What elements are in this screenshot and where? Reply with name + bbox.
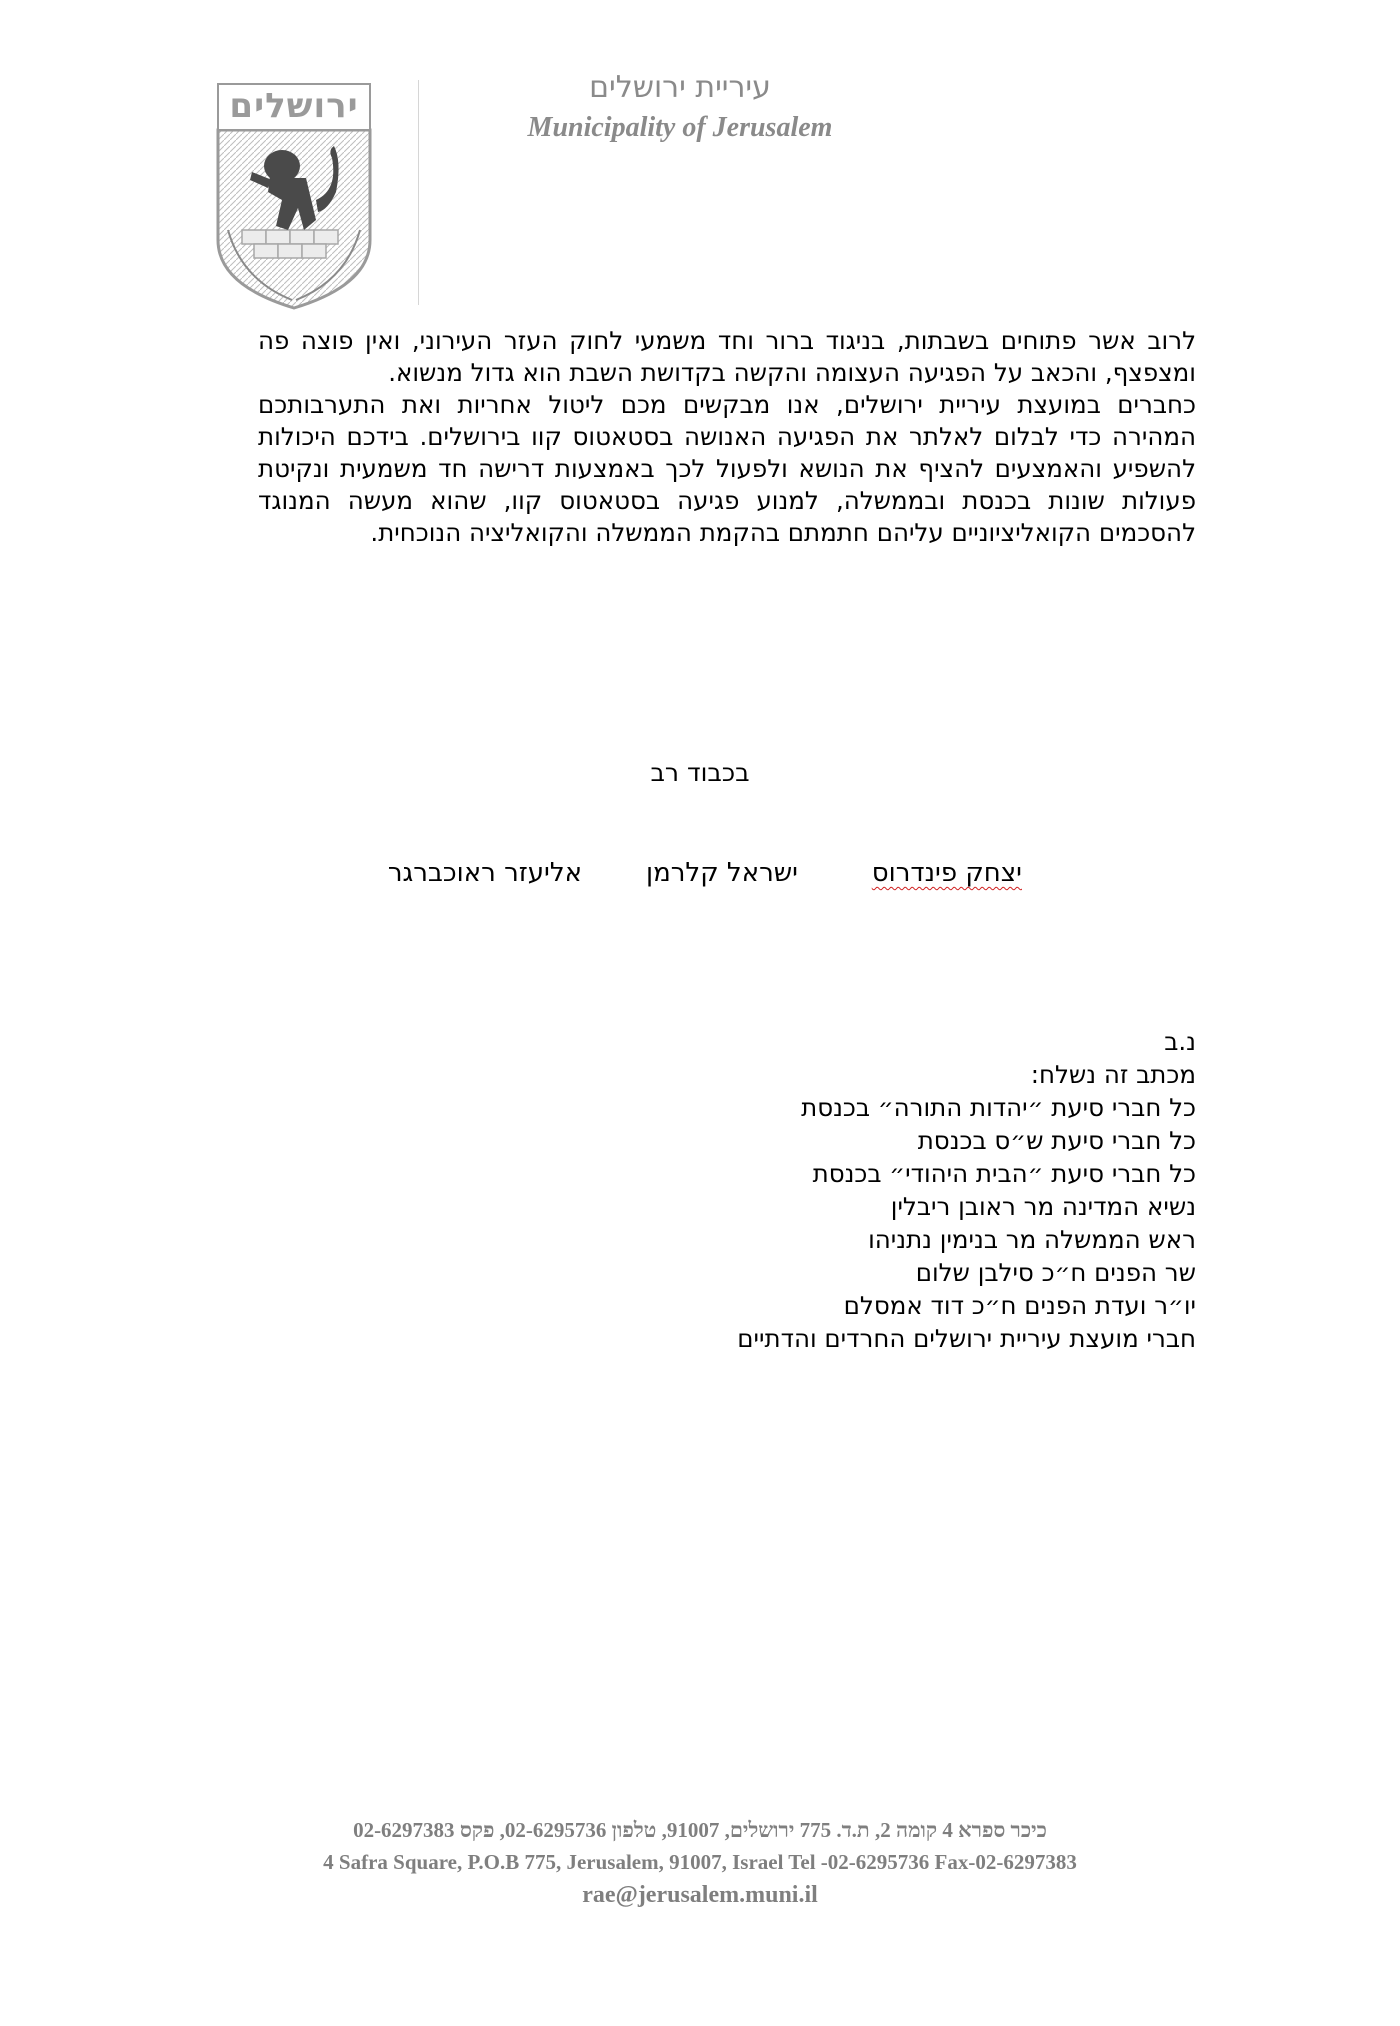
recipient-item: נשיא המדינה מר ראובן ריבלין <box>890 1192 1196 1221</box>
signature-2 <box>646 858 798 888</box>
signature-1 <box>872 858 1022 888</box>
emblem-label: ירושלים <box>229 86 359 126</box>
recipient-item: חברי מועצת עיריית ירושלים החרדים והדתיים <box>737 1324 1196 1353</box>
header-divider <box>418 80 419 305</box>
ps-label: נ.ב <box>1164 1027 1196 1056</box>
jerusalem-emblem <box>212 80 376 312</box>
body-paragraph-1: לרוב אשר פתוחים בשבתות, בניגוד ברור וחד משמעי לחוק העזר העירוני, ואין פוצה פה ומצפצף, והכאב על הפגיעה העצומה והקשה בקדושת השבת הוא גדול מנשוא. <box>258 326 1196 387</box>
recipient-item: כל חברי סיעת ״יהדות התורה״ בכנסת <box>801 1093 1196 1122</box>
signature-3 <box>388 858 582 888</box>
footer-email: rae@jerusalem.muni.il <box>582 1882 818 1908</box>
footer-address-hebrew: כיכר ספרא 4 קומה 2, ת.ד. 775 ירושלים, 91007, טלפון 02-6295736, פקס 02-6297383 <box>353 1818 1047 1842</box>
distribution-list <box>496 1025 1196 1355</box>
recipient-item: יו״ר ועדת הפנים ח״כ דוד אמסלם <box>843 1291 1196 1320</box>
letter-body <box>258 325 1196 549</box>
recipient-item: כל חברי סיעת ש״ס בכנסת <box>917 1126 1196 1155</box>
signature-name-1: יצחק פינדרוס <box>871 858 1022 888</box>
municipality-name-english: Municipality of Jerusalem <box>527 112 833 143</box>
recipient-item: ראש הממשלה מר בנימין נתניהו <box>868 1225 1196 1254</box>
closing-salutation: בכבוד רב <box>650 758 750 787</box>
recipient-item: כל חברי סיעת ״הבית היהודי״ בכנסת <box>812 1159 1196 1188</box>
letter-footer <box>200 1814 1200 1912</box>
signature-name-2: ישראל קלרמן <box>646 858 798 888</box>
municipality-name-hebrew: עיריית ירושלים <box>589 70 771 105</box>
footer-address-english: 4 Safra Square, P.O.B 775, Jerusalem, 91007, Israel Tel -02-6295736 Fax-02-6297383 <box>323 1850 1077 1874</box>
signature-name-3: אליעזר ראוכברגר <box>387 858 582 888</box>
body-paragraph-2: כחברים במועצת עיריית ירושלים, אנו מבקשים מכם ליטול אחריות ואת התערבותכם המהירה כדי לבלום לאלתר את הפגיעה האנושה בסטאטוס קוו בירושלים. בידכם היכולות להשפיע והאמצעים להציף את הנושא ולפעול לכך באמצעות דרישה חד משמעית ונקיטת פעולות שונות בכנסת ובממשלה, למנוע פגיעה בסטאטוס קוו, שהוא מעשה המנוגד להסכמים הקואליציוניים עליהם חתמתם בהקמת הממשלה והקואליציה הנוכחית. <box>258 390 1196 547</box>
recipient-item: שר הפנים ח״כ סילבן שלום <box>915 1258 1196 1287</box>
ps-intro: מכתב זה נשלח: <box>1030 1060 1196 1089</box>
